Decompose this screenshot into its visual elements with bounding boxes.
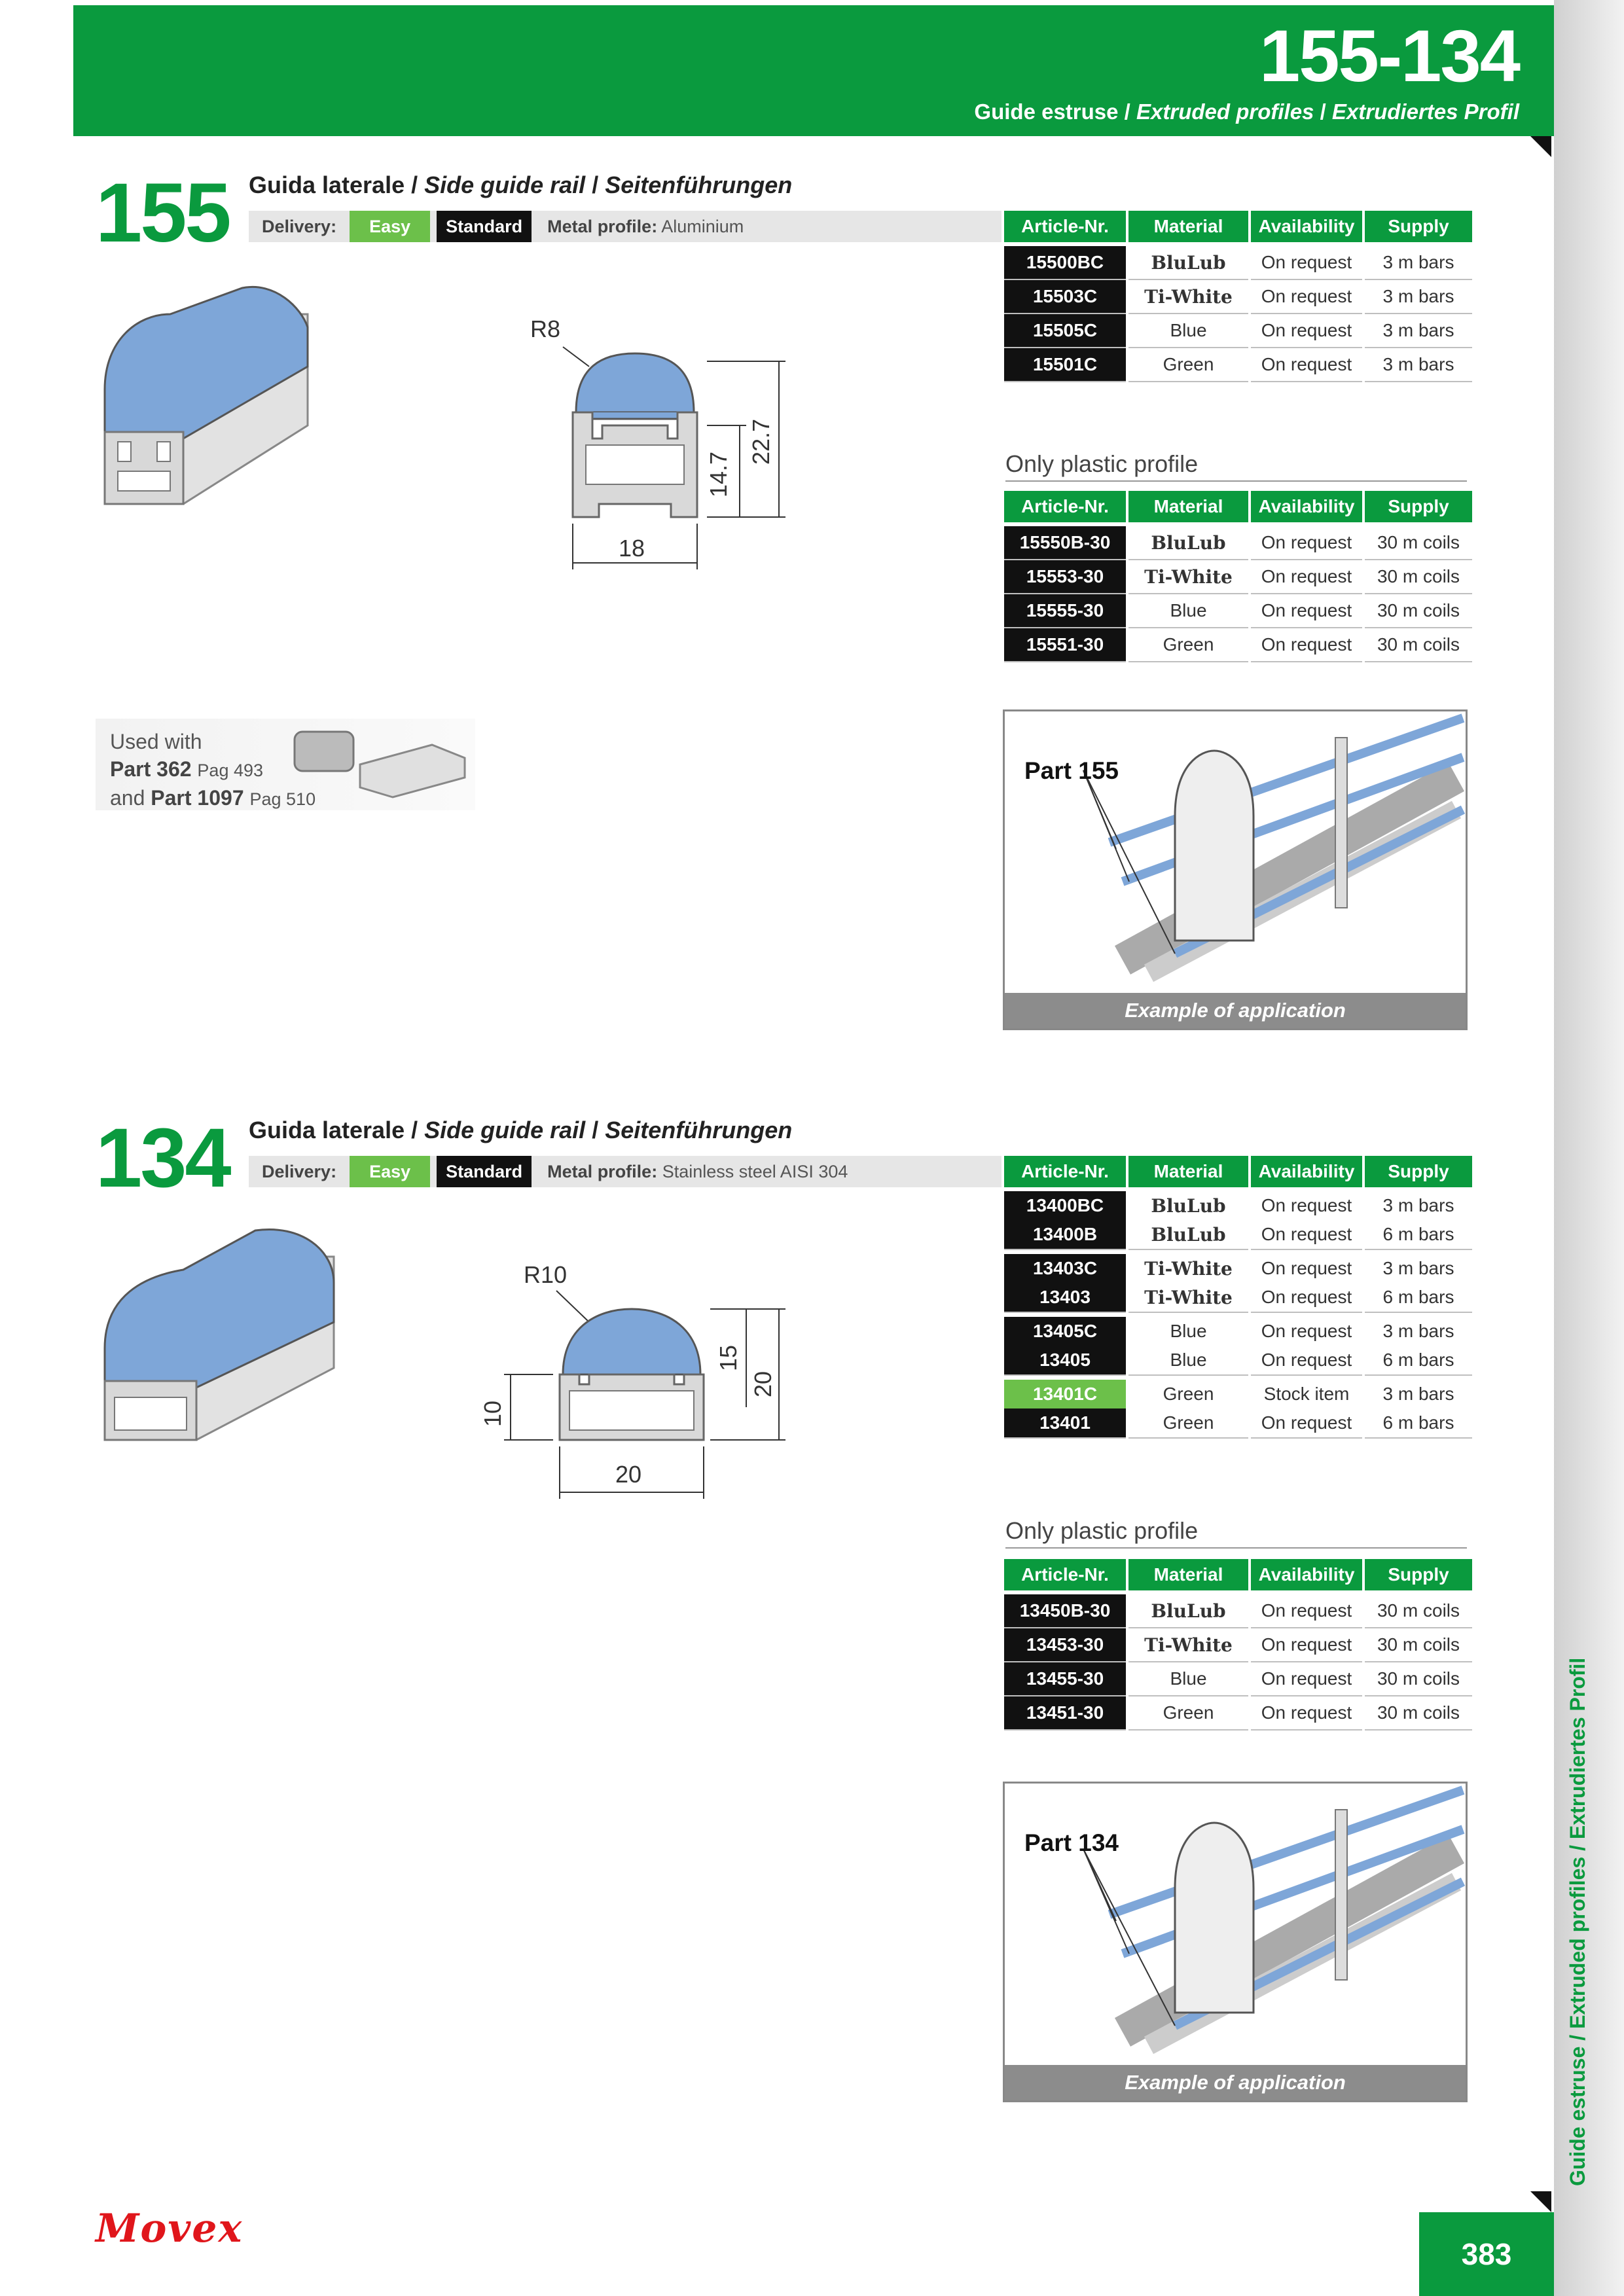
- table-row: 15500BC BluLub On request 3 m bars: [1004, 246, 1472, 280]
- section-title: Guida laterale / Side guide rail / Seitenführungen: [249, 171, 793, 198]
- conveyor-illustration: [1005, 1784, 1468, 2069]
- application-image-155: [1003, 709, 1468, 1030]
- table-row: 15501C Green On request 3 m bars: [1004, 348, 1472, 382]
- used-with-box: Used with Part 362 Pag 493 and Part 1097 Pag 510: [96, 719, 475, 810]
- dim-height-channel: 10: [479, 1400, 506, 1427]
- table-row: 13400B BluLub On request 6 m bars: [1004, 1220, 1472, 1250]
- application-image-134: [1003, 1782, 1468, 2102]
- table-row: 15503C Ti-White On request 3 m bars: [1004, 280, 1472, 314]
- corner-marker-bottom: [1530, 2191, 1551, 2212]
- table-row: 13453-30 Ti-White On request 30 m coils: [1004, 1628, 1472, 1662]
- table-row: 13401 Green On request 6 m bars: [1004, 1408, 1472, 1439]
- table-134-bars: Article-Nr. Material Availability Supply 13400BC BluLub On request 3 m bars 13400B BluLub On request 6 m bars 13403C Ti-White On request 3 m bars 13403 Ti-White On request 6 m bars 13405C Blue On request 3 m bars 13405 Blue On request 6 m bars 13401C Green Stock item 3 m bars 13401 Green On request 6 m bars: [1001, 1156, 1475, 1439]
- delivery-bar: [249, 211, 1001, 242]
- table-row: 13401C Green Stock item 3 m bars: [1004, 1380, 1472, 1408]
- corner-marker: [1530, 136, 1551, 157]
- conveyor-illustration: [1005, 711, 1468, 997]
- profile-134-3d-image: [92, 1217, 340, 1453]
- page-subtitle: Guide estruse / Extruded profiles / Extrudiertes Profil: [974, 99, 1519, 124]
- dim-width: 18: [619, 535, 645, 562]
- easy-badge: Easy: [350, 1156, 430, 1187]
- metal-profile: Metal profile: Stainless steel AISI 304: [547, 1161, 848, 1181]
- section-title: Guida laterale / Side guide rail / Seitenführungen: [249, 1117, 793, 1143]
- accessory-parts-image: [288, 725, 471, 804]
- movex-logo: Movex: [96, 2206, 244, 2251]
- part-label: Part 155: [1024, 757, 1119, 784]
- easy-badge: Easy: [350, 211, 430, 242]
- page-number: 383: [1419, 2212, 1554, 2296]
- standard-badge: Standard: [437, 211, 532, 242]
- page-code: 155-134: [1259, 15, 1519, 97]
- table-row: 13403C Ti-White On request 3 m bars: [1004, 1254, 1472, 1283]
- table-row: 13400BC BluLub On request 3 m bars: [1004, 1191, 1472, 1220]
- dim-radius: R10: [524, 1261, 568, 1288]
- section-number: 134: [96, 1111, 230, 1205]
- dim-height-total: 22.7: [748, 418, 774, 465]
- table-row: 13405 Blue On request 6 m bars: [1004, 1346, 1472, 1376]
- only-plastic-heading: Only plastic profile: [1005, 1517, 1467, 1549]
- col-supply: Supply: [1365, 211, 1472, 242]
- col-article: Article-Nr.: [1004, 211, 1126, 242]
- profile-134-drawing: [458, 1250, 825, 1512]
- delivery-label: Delivery:: [262, 216, 337, 236]
- dim-radius: R8: [530, 315, 561, 342]
- dim-height-inner: 14.7: [705, 451, 732, 497]
- dim-height-inner: 15: [715, 1344, 742, 1371]
- section-number: 155: [96, 166, 230, 260]
- table-155-coils: Article-Nr. Material Availability Supply 15550B-30 BluLub On request 30 m coils 15553-30 Ti-White On request 30 m coils 15555-30 Blue On request 30 m coils 15551-30 Green On request 30 m coils: [1001, 491, 1475, 662]
- table-row: 13405C Blue On request 3 m bars: [1004, 1317, 1472, 1346]
- table-row: 15551-30 Green On request 30 m coils: [1004, 628, 1472, 662]
- table-134-coils: Article-Nr. Material Availability Supply 13450B-30 BluLub On request 30 m coils 13453-30 Ti-White On request 30 m coils 13455-30 Blue On request 30 m coils 13451-30 Green On request 30 m coils: [1001, 1559, 1475, 1731]
- delivery-bar: Delivery: Easy Standard Metal profile: Stainless steel AISI 304: [249, 1156, 1001, 1187]
- table-row: 15555-30 Blue On request 30 m coils: [1004, 594, 1472, 628]
- dim-height-total: 20: [749, 1371, 776, 1397]
- dim-width: 20: [615, 1461, 642, 1488]
- table-row: 13455-30 Blue On request 30 m coils: [1004, 1662, 1472, 1696]
- table-155-bars: [1001, 211, 1475, 382]
- table-row: 15505C Blue On request 3 m bars: [1004, 314, 1472, 348]
- metal-profile: Metal profile: Aluminium: [547, 216, 744, 236]
- table-row: 13403 Ti-White On request 6 m bars: [1004, 1283, 1472, 1313]
- profile-155-drawing: [511, 308, 825, 583]
- application-caption: Example of application: [1005, 993, 1466, 1028]
- only-plastic-heading: Only plastic profile: [1005, 450, 1467, 482]
- table-row: 13451-30 Green On request 30 m coils: [1004, 1696, 1472, 1731]
- part-label: Part 134: [1024, 1829, 1119, 1856]
- table-row: 15553-30 Ti-White On request 30 m coils: [1004, 560, 1472, 594]
- col-material: Material: [1128, 211, 1248, 242]
- profile-155-3d-image: [92, 275, 327, 511]
- table-row: 13450B-30 BluLub On request 30 m coils: [1004, 1594, 1472, 1628]
- col-availability: Availability: [1251, 211, 1362, 242]
- side-label: Guide estruse / Extruded profiles / Extrudiertes Profil: [1566, 1657, 1589, 2186]
- application-caption: Example of application: [1005, 2065, 1466, 2100]
- table-row: 15550B-30 BluLub On request 30 m coils: [1004, 526, 1472, 560]
- standard-badge: Standard: [437, 1156, 532, 1187]
